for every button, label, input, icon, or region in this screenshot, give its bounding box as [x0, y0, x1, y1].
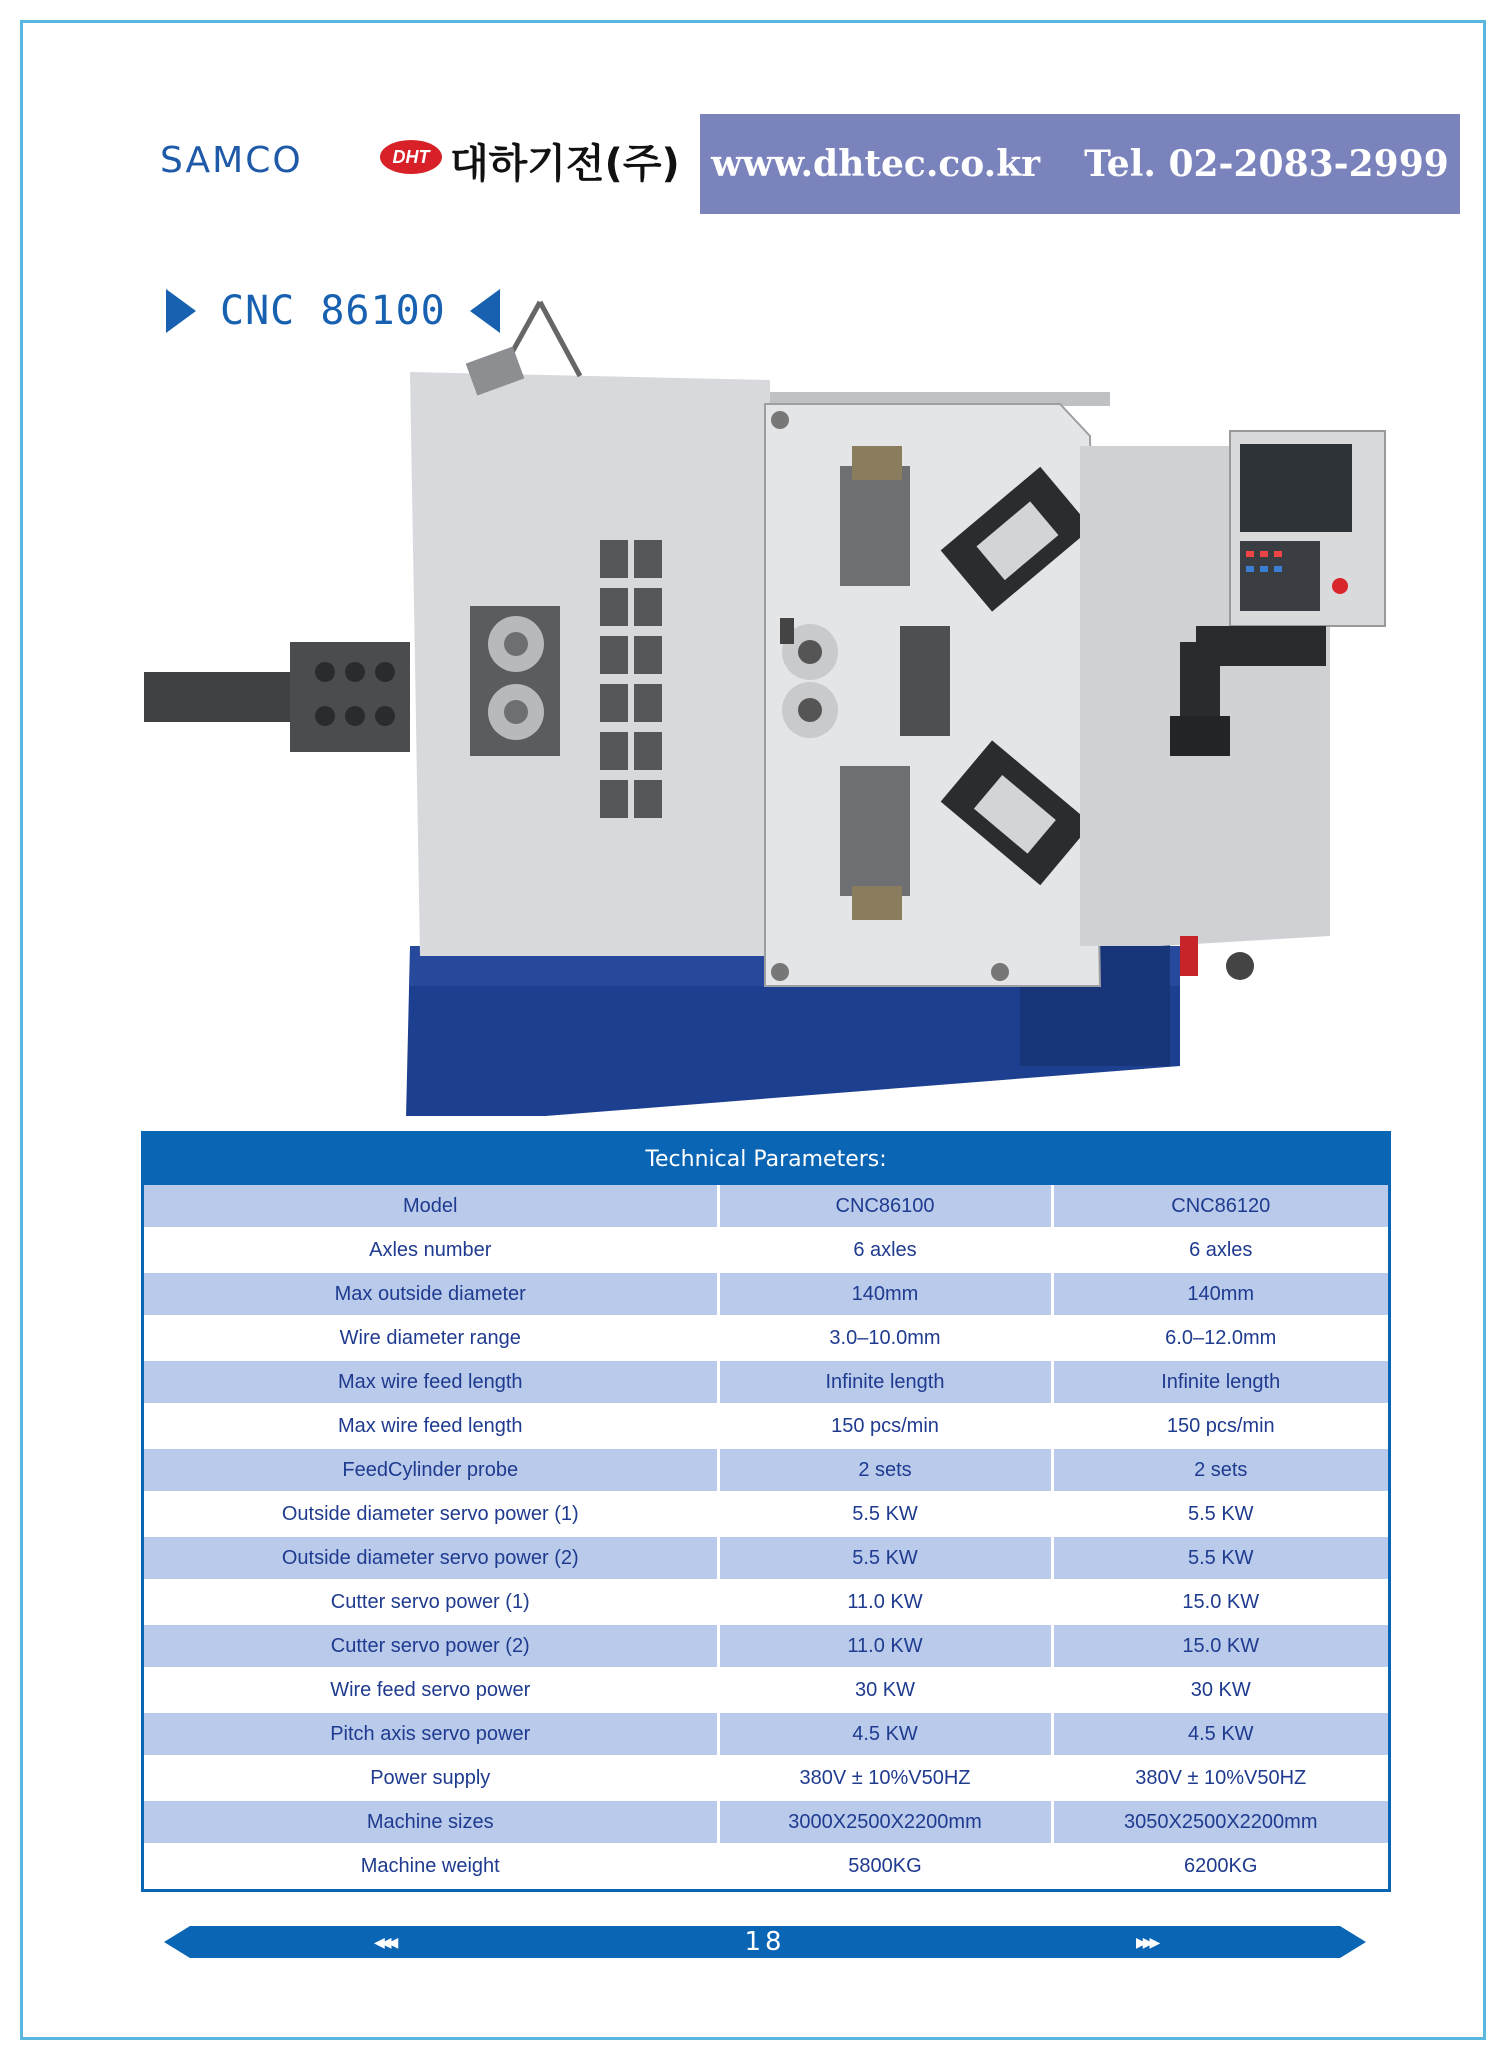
table-row	[144, 1624, 1388, 1668]
machine-image	[140, 296, 1400, 1116]
brand-samco: SAMCO	[160, 140, 303, 181]
table-row	[144, 1756, 1388, 1800]
value-cnc86120: 5.5 KW	[1052, 1492, 1388, 1536]
param-label: Pitch axis servo power	[144, 1712, 718, 1756]
table-row	[144, 1228, 1388, 1272]
value-cnc86120: 15.0 KW	[1052, 1624, 1388, 1668]
table-row	[144, 1316, 1388, 1360]
table-row	[144, 1536, 1388, 1580]
param-label: Axles number	[144, 1228, 718, 1272]
value-cnc86100: 4.5 KW	[718, 1712, 1052, 1756]
value-cnc86100: 380V ± 10%V50HZ	[718, 1756, 1052, 1800]
param-label: Cutter servo power (2)	[144, 1624, 718, 1668]
param-label: Model	[144, 1185, 718, 1228]
param-label: Cutter servo power (1)	[144, 1580, 718, 1624]
value-cnc86120: 6 axles	[1052, 1228, 1388, 1272]
value-cnc86120: CNC86120	[1052, 1185, 1388, 1228]
param-label: Max outside diameter	[144, 1272, 718, 1316]
param-label: Wire diameter range	[144, 1316, 718, 1360]
website-link[interactable]: www.dhtec.co.kr	[711, 143, 1041, 185]
value-cnc86100: 2 sets	[718, 1448, 1052, 1492]
table-row	[144, 1712, 1388, 1756]
value-cnc86120: 6.0–12.0mm	[1052, 1316, 1388, 1360]
value-cnc86100: 11.0 KW	[718, 1580, 1052, 1624]
param-label: Machine weight	[144, 1844, 718, 1888]
value-cnc86100: 11.0 KW	[718, 1624, 1052, 1668]
param-label: Max wire feed length	[144, 1404, 718, 1448]
contact-bar	[700, 114, 1460, 214]
value-cnc86100: 3000X2500X2200mm	[718, 1800, 1052, 1844]
value-cnc86100: 30 KW	[718, 1668, 1052, 1712]
table-row	[144, 1448, 1388, 1492]
table-row	[144, 1404, 1388, 1448]
value-cnc86120: 4.5 KW	[1052, 1712, 1388, 1756]
footer-nav-bar	[164, 1926, 1366, 1958]
table-row	[144, 1360, 1388, 1404]
value-cnc86100: 5800KG	[718, 1844, 1052, 1888]
table-row	[144, 1272, 1388, 1316]
value-cnc86120: 30 KW	[1052, 1668, 1388, 1712]
value-cnc86120: 5.5 KW	[1052, 1536, 1388, 1580]
param-label: Outside diameter servo power (1)	[144, 1492, 718, 1536]
param-label: FeedCylinder probe	[144, 1448, 718, 1492]
value-cnc86120: 150 pcs/min	[1052, 1404, 1388, 1448]
params-table	[144, 1185, 1388, 1889]
fast-forward-icon[interactable]: ▶▶▶	[1136, 1934, 1157, 1950]
table-row	[144, 1668, 1388, 1712]
company-name: 대하기전(주)	[450, 141, 680, 187]
phone-number: Tel. 02-2083-2999	[1084, 143, 1449, 185]
model-title: CNC 86100	[220, 288, 446, 334]
value-cnc86100: 6 axles	[718, 1228, 1052, 1272]
table-row	[144, 1185, 1388, 1228]
value-cnc86120: 15.0 KW	[1052, 1580, 1388, 1624]
value-cnc86120: 140mm	[1052, 1272, 1388, 1316]
technical-parameters-table	[141, 1131, 1391, 1892]
table-row	[144, 1580, 1388, 1624]
value-cnc86120: 3050X2500X2200mm	[1052, 1800, 1388, 1844]
param-label: Wire feed servo power	[144, 1668, 718, 1712]
table-title: Technical Parameters:	[144, 1134, 1388, 1185]
value-cnc86120: 2 sets	[1052, 1448, 1388, 1492]
value-cnc86100: 150 pcs/min	[718, 1404, 1052, 1448]
param-label: Outside diameter servo power (2)	[144, 1536, 718, 1580]
value-cnc86100: 5.5 KW	[718, 1536, 1052, 1580]
value-cnc86120: Infinite length	[1052, 1360, 1388, 1404]
value-cnc86100: CNC86100	[718, 1185, 1052, 1228]
dht-logo: DHT	[380, 140, 442, 174]
value-cnc86100: Infinite length	[718, 1360, 1052, 1404]
value-cnc86120: 6200KG	[1052, 1844, 1388, 1888]
rewind-icon[interactable]: ◀◀◀	[374, 1934, 395, 1950]
table-row	[144, 1800, 1388, 1844]
page-number: 18	[744, 1927, 786, 1957]
value-cnc86100: 5.5 KW	[718, 1492, 1052, 1536]
value-cnc86120: 380V ± 10%V50HZ	[1052, 1756, 1388, 1800]
value-cnc86100: 140mm	[718, 1272, 1052, 1316]
value-cnc86100: 3.0–10.0mm	[718, 1316, 1052, 1360]
param-label: Machine sizes	[144, 1800, 718, 1844]
table-row	[144, 1844, 1388, 1888]
param-label: Power supply	[144, 1756, 718, 1800]
table-row	[144, 1492, 1388, 1536]
param-label: Max wire feed length	[144, 1360, 718, 1404]
